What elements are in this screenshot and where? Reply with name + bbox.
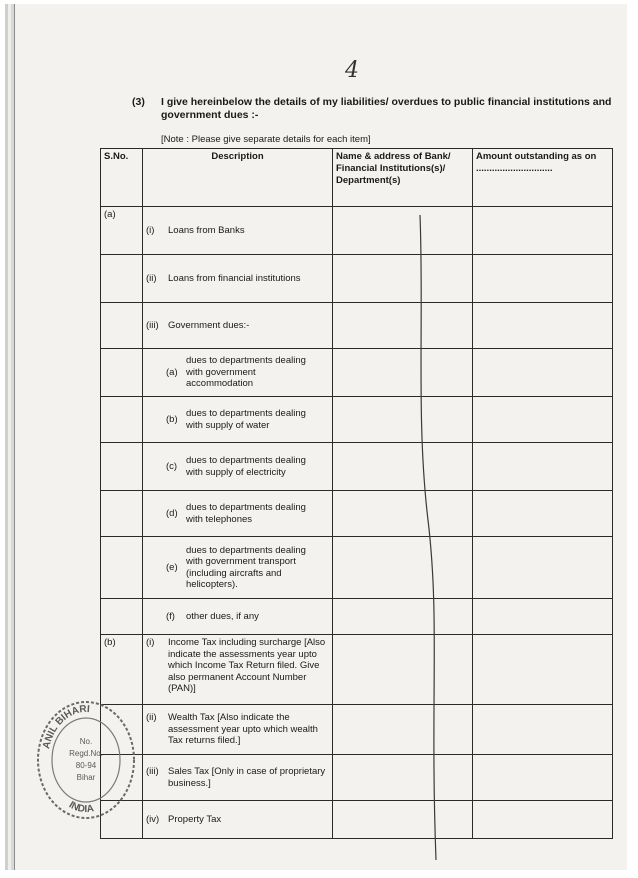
table-row [101, 303, 613, 349]
row-text: dues to departments dealing with government accommodation [186, 355, 306, 390]
header-sno: S.No. [101, 149, 143, 207]
row-description [143, 705, 333, 755]
row-amount-cell [473, 491, 613, 537]
row-text: Wealth Tax [Also indicate the assessment year upto which wealth Tax returns filed.] [168, 712, 318, 747]
row-label: (ii) [146, 712, 157, 724]
row-text: Income Tax including surcharge [Also indicate the assessments year upto which Income Tax Return filed. Give also permanent Account Number (PAN)] [168, 637, 326, 694]
header-amount: Amount outstanding as on ............................. [473, 149, 613, 207]
table-row [101, 255, 613, 303]
header-name-address: Name & address of Bank/ Financial Institutions(s)/ Department(s) [333, 149, 473, 207]
stamp-line: 80-94 [75, 761, 97, 770]
row-name-address-cell [333, 599, 473, 635]
row-description [143, 397, 333, 443]
row-label: (i) [146, 224, 155, 236]
table-header-row [101, 149, 613, 207]
stamp-seal [34, 698, 138, 822]
row-amount-cell [473, 303, 613, 349]
row-description [143, 443, 333, 491]
page-number: 4 [345, 58, 359, 83]
row-text: dues to departments dealing with government transport (including aircrafts and helicopters). [186, 544, 306, 590]
row-description [143, 255, 333, 303]
row-amount-cell [473, 635, 613, 705]
row-label: (iii) [146, 766, 159, 777]
row-sublabel: (d) [166, 508, 178, 519]
table-row [101, 705, 613, 755]
row-sno [101, 491, 143, 537]
paragraph-number: (3) [132, 96, 145, 108]
row-name-address-cell [333, 255, 473, 303]
row-description [143, 801, 333, 839]
row-text: Sales Tax [Only in case of proprietary business.] [168, 766, 326, 789]
row-sublabel: (f) [166, 611, 175, 622]
row-label: (iii) [146, 319, 159, 331]
table-row [101, 801, 613, 839]
row-sno: (b) [101, 635, 143, 705]
row-sno [101, 443, 143, 491]
row-sublabel: (c) [166, 461, 178, 472]
row-amount-cell [473, 537, 613, 599]
liabilities-table [100, 148, 613, 839]
row-sno [101, 397, 143, 443]
row-amount-cell [473, 207, 613, 255]
row-description [143, 537, 333, 599]
row-name-address-cell [333, 303, 473, 349]
row-sno [101, 303, 143, 349]
row-sublabel: (a) [166, 367, 178, 378]
row-name-address-cell [333, 397, 473, 443]
row-text: Loans from financial institutions [168, 272, 301, 284]
table-row [101, 755, 613, 801]
row-label: (iv) [146, 813, 160, 825]
row-name-address-cell [333, 755, 473, 801]
row-description [143, 491, 333, 537]
row-sno [101, 599, 143, 635]
row-text: Government dues:- [168, 319, 250, 331]
table-row [101, 207, 613, 255]
stamp-top-text: ANIL BIHARI [41, 703, 91, 750]
row-description [143, 635, 333, 705]
row-label: (i) [146, 637, 155, 648]
row-name-address-cell [333, 491, 473, 537]
row-name-address-cell [333, 705, 473, 755]
row-name-address-cell [333, 207, 473, 255]
row-text: dues to departments dealing with supply of electricity [186, 455, 306, 478]
row-amount-cell [473, 705, 613, 755]
row-description [143, 303, 333, 349]
header-description: Description [143, 149, 333, 207]
table-row [101, 397, 613, 443]
row-amount-cell [473, 255, 613, 303]
row-amount-cell [473, 349, 613, 397]
intro-text: I give hereinbelow the details of my liabilities/ overdues to public financial institutions and government dues :- [161, 96, 612, 121]
row-sublabel: (e) [166, 562, 178, 573]
row-name-address-cell [333, 801, 473, 839]
row-name-address-cell [333, 537, 473, 599]
row-amount-cell [473, 443, 613, 491]
row-sno [101, 255, 143, 303]
rubber-stamp [34, 698, 138, 822]
row-text: Loans from Banks [168, 224, 245, 236]
table-row [101, 491, 613, 537]
table-row [101, 349, 613, 397]
row-description [143, 755, 333, 801]
row-amount-cell [473, 755, 613, 801]
row-name-address-cell [333, 635, 473, 705]
stamp-line: Regd.No. [69, 749, 103, 758]
stamp-line: Bihar [76, 773, 96, 782]
stamp-line: No. [79, 737, 93, 746]
row-text: other dues, if any [186, 610, 259, 622]
row-amount-cell [473, 599, 613, 635]
table-row [101, 443, 613, 491]
row-text: Property Tax [168, 813, 222, 825]
row-label: (ii) [146, 272, 157, 284]
row-description [143, 599, 333, 635]
table-row [101, 599, 613, 635]
row-amount-cell [473, 397, 613, 443]
row-sno [101, 537, 143, 599]
row-amount-cell [473, 801, 613, 839]
row-description [143, 349, 333, 397]
row-text: dues to departments dealing with supply of water [186, 408, 306, 431]
stamp-bottom-text: INDIA [66, 799, 95, 816]
note-text: [Note : Please give separate details for each item] [161, 134, 371, 145]
row-text: dues to departments dealing with telephones [186, 502, 306, 525]
row-sno [101, 349, 143, 397]
row-name-address-cell [333, 443, 473, 491]
table-row [101, 537, 613, 599]
row-name-address-cell [333, 349, 473, 397]
row-sublabel: (b) [166, 414, 178, 425]
row-sno: (a) [101, 207, 143, 255]
row-description [143, 207, 333, 255]
table-row [101, 635, 613, 705]
